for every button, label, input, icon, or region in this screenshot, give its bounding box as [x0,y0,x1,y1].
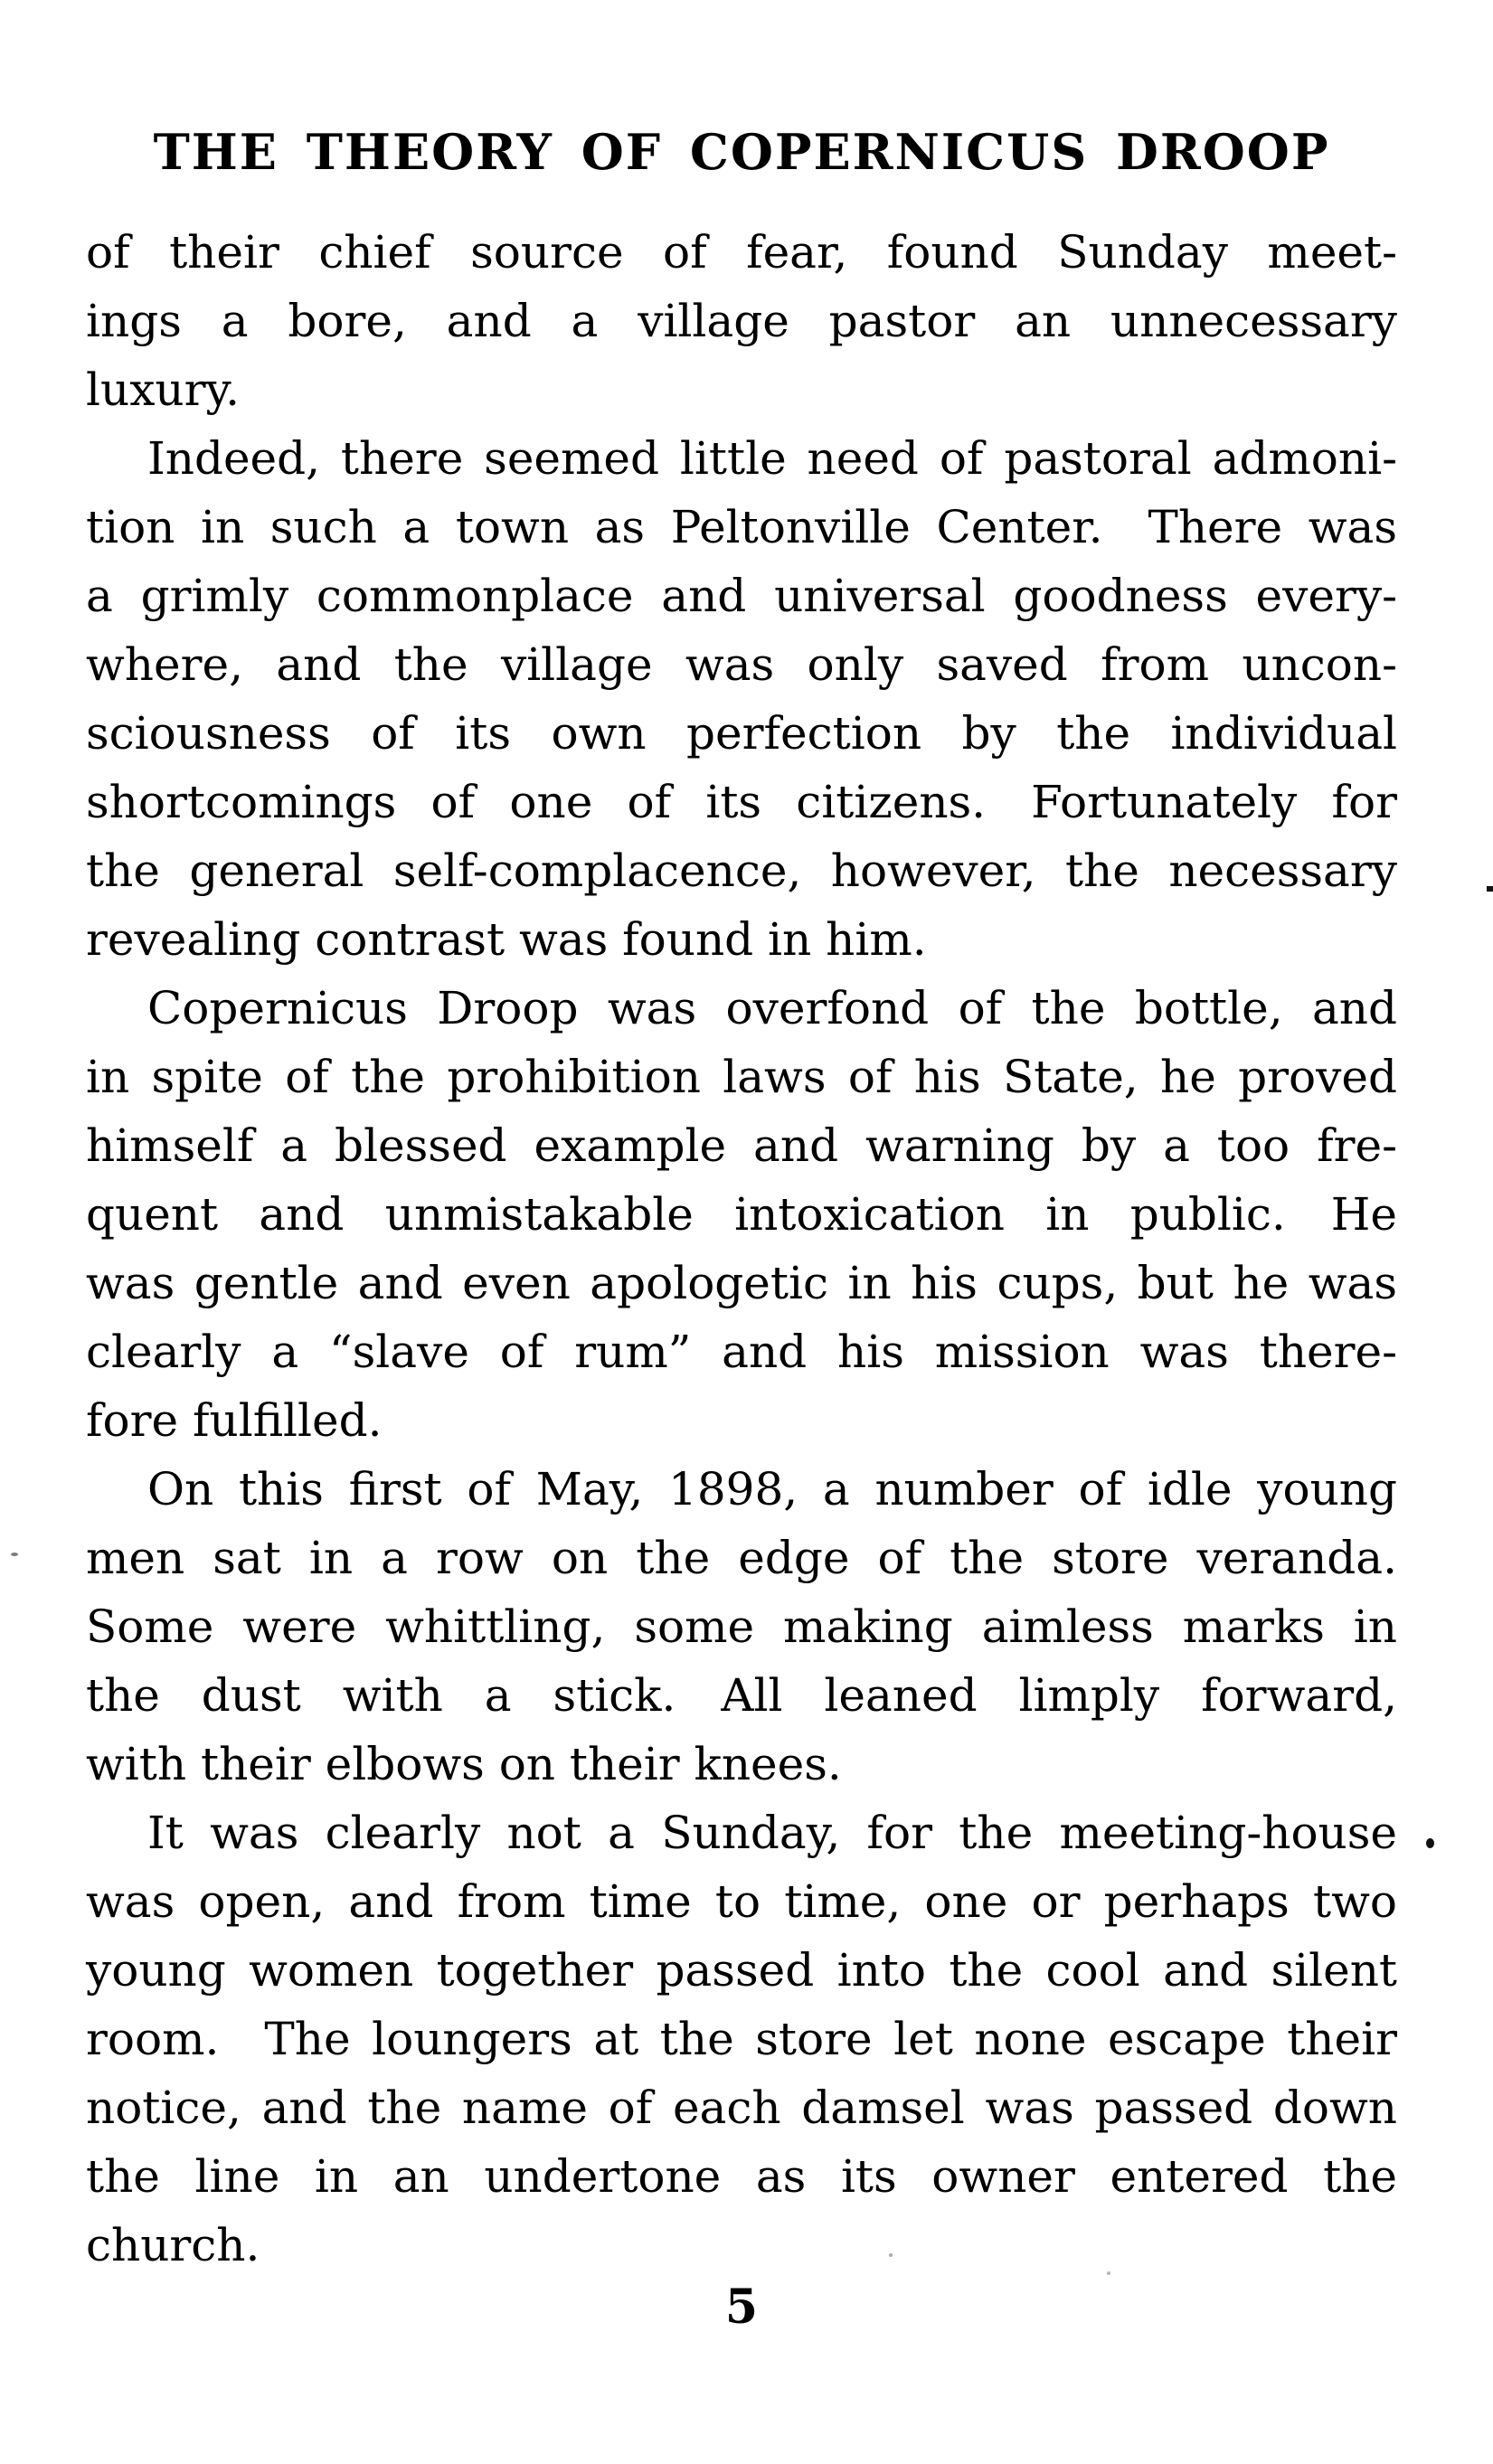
text-line: revealing contrast was found in him. [86,913,927,966]
text-line: fore fulfilled. [86,1394,383,1447]
text-line: with their elbows on their knees. [86,1738,842,1790]
text-line: tion in such a town as Peltonville Center. There was [86,501,1397,553]
scan-speck [1487,886,1493,892]
text-line: men sat in a row on the edge of the store veranda. [86,1532,1397,1584]
text-line: a grimly commonplace and universal goodness every- [86,570,1397,622]
text-line: where, and the village was only saved from uncon- [86,638,1397,691]
text-line: was open, and from time to time, one or perhaps two [86,1875,1397,1928]
body-text [86,218,1397,2280]
text-line: notice, and the name of each damsel was passed down [86,2082,1397,2134]
text-line: luxury. [86,363,240,416]
text-line: sciousness of its own perfection by the individual [86,707,1397,760]
page-number: 5 [724,2280,759,2335]
scan-speck [1107,2271,1110,2275]
text-line: church. [86,2219,260,2271]
text-line: the line in an undertone as its owner entered the [86,2150,1397,2203]
running-head-title: THE THEORY OF COPERNICUS DROOP [153,123,1330,181]
text-line: Indeed, there seemed little need of pastoral admoni- [147,432,1397,485]
text-line: Some were whittling, some making aimless marks in [86,1600,1397,1653]
text-line: young women together passed into the cool and silent [86,1944,1397,1997]
scan-speck [889,2253,893,2257]
text-line: was gentle and even apologetic in his cups, but he was [86,1257,1397,1309]
text-line: shortcomings of one of its citizens. Fortunately for [86,776,1397,828]
text-line: in spite of the prohibition laws of his State, he proved [86,1051,1397,1103]
text-line: room. The loungers at the store let none escape their [86,2013,1397,2065]
text-line: himself a blessed example and warning by a too fre- [86,1119,1397,1172]
text-line: of their chief source of fear, found Sunday meet- [86,226,1397,278]
scan-speck [11,1553,18,1556]
text-line: ings a bore, and a village pastor an unnecessary [86,295,1397,347]
text-line: It was clearly not a Sunday, for the meeting-house [147,1807,1397,1859]
scan-speck [1426,1838,1434,1848]
text-line: clearly a “slave of rum” and his mission was there- [86,1326,1397,1378]
text-line: the general self-complacence, however, the necessary [86,845,1397,897]
text-line: the dust with a stick. All leaned limply forward, [86,1669,1397,1722]
text-line: On this first of May, 1898, a number of idle young [147,1463,1397,1515]
text-line: quent and unmistakable intoxication in public. He [86,1188,1397,1241]
text-line: Copernicus Droop was overfond of the bottle, and [147,982,1397,1034]
